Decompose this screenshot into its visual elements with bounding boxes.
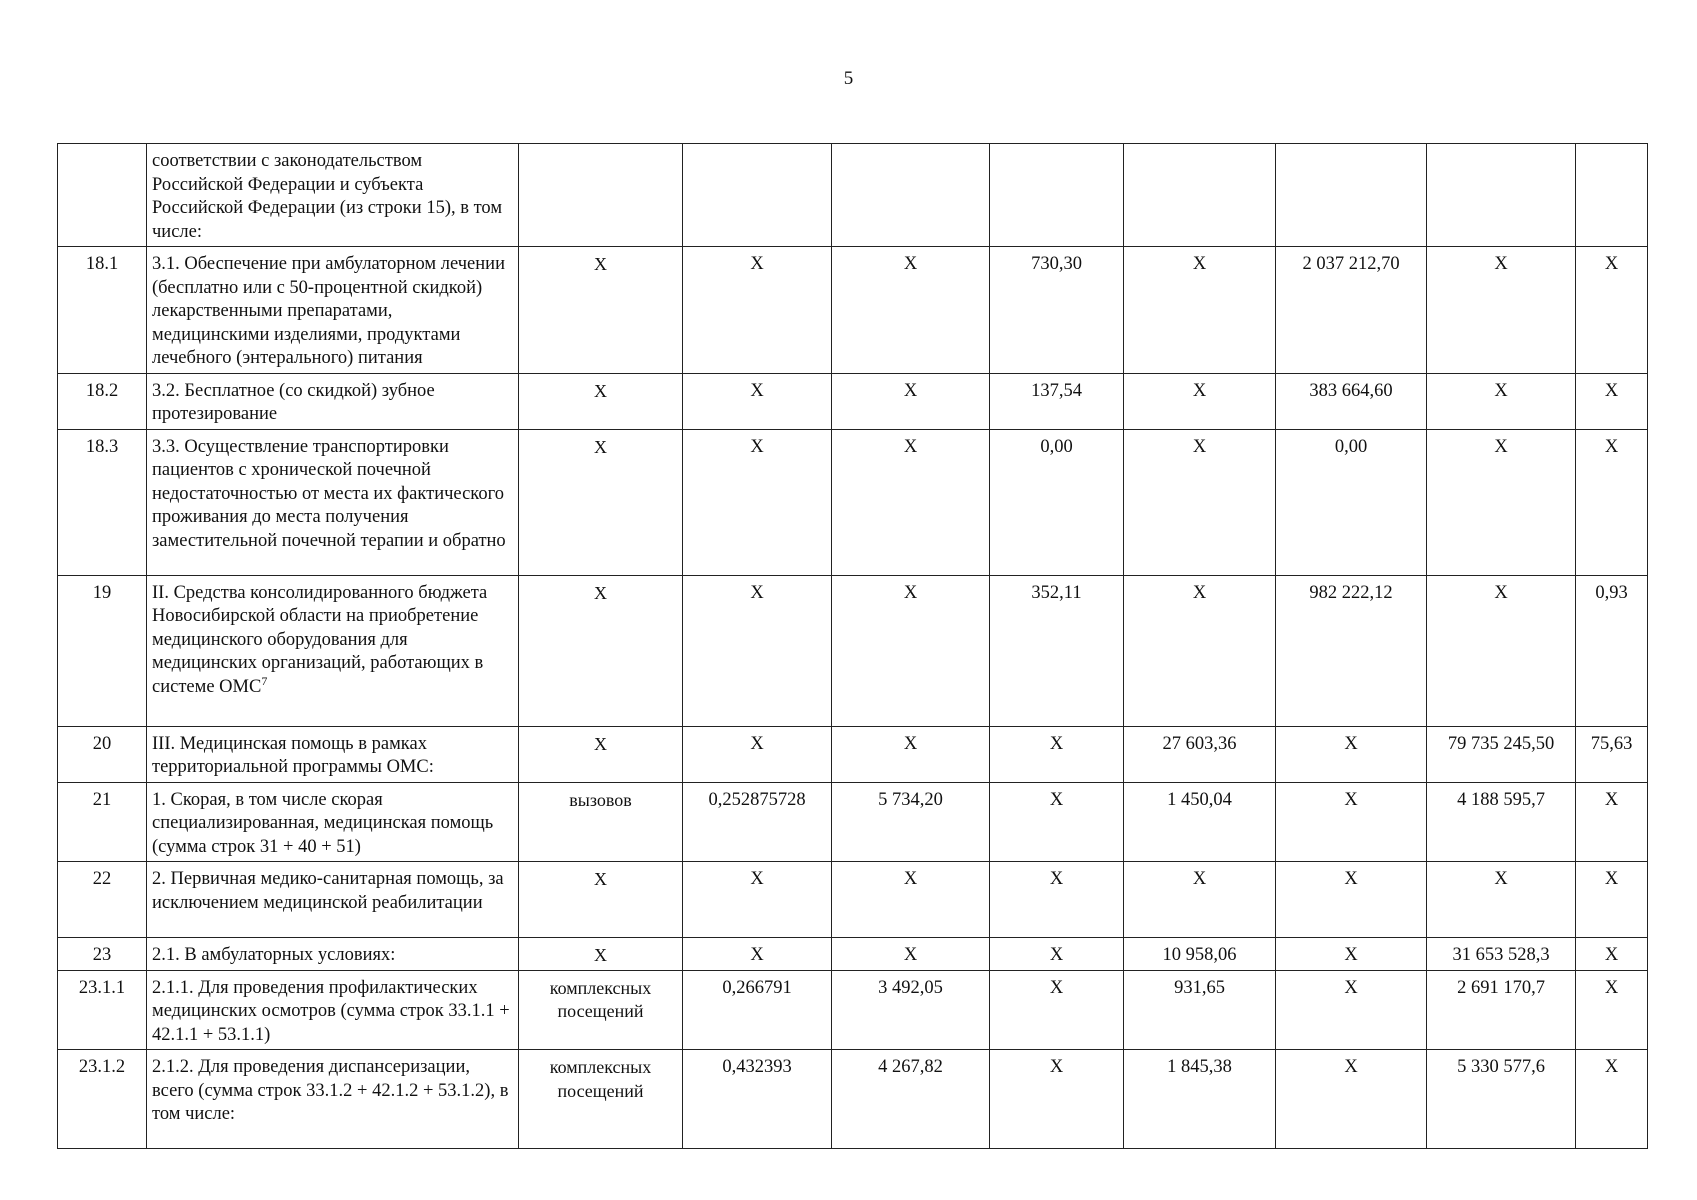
- row-number: 21: [58, 782, 147, 862]
- value-cell: X: [990, 1050, 1124, 1149]
- value-cell: 0,93: [1576, 575, 1648, 726]
- value-cell: X: [990, 862, 1124, 938]
- row-name: III. Медицинская помощь в рамках территориальной программы ОМС:: [147, 726, 519, 782]
- value-cell: X: [832, 726, 990, 782]
- value-cell: X: [1276, 970, 1427, 1050]
- value-cell: X: [1427, 575, 1576, 726]
- value-cell: 5 734,20: [832, 782, 990, 862]
- value-cell: X: [1576, 782, 1648, 862]
- value-cell: X: [1124, 575, 1276, 726]
- value-cell: 352,11: [990, 575, 1124, 726]
- value-cell: [990, 144, 1124, 247]
- row-number: 23.1.2: [58, 1050, 147, 1149]
- value-cell: [1276, 144, 1427, 247]
- value-cell: X: [1427, 862, 1576, 938]
- value-cell: X: [683, 247, 832, 374]
- value-cell: X: [990, 782, 1124, 862]
- table-row: [58, 862, 1648, 938]
- value-cell: X: [990, 938, 1124, 971]
- table-row: [58, 726, 1648, 782]
- value-cell: 2 037 212,70: [1276, 247, 1427, 374]
- unit-cell: X: [519, 373, 683, 429]
- row-name: 2.1.2. Для проведения диспансеризации, всего (сумма строк 33.1.2 + 42.1.2 + 53.1.2), в том числе:: [147, 1050, 519, 1149]
- value-cell: X: [683, 726, 832, 782]
- row-name: 2. Первичная медико-санитарная помощь, за исключением медицинской реабилитации: [147, 862, 519, 938]
- value-cell: X: [1576, 1050, 1648, 1149]
- value-cell: [832, 144, 990, 247]
- unit-cell: [519, 144, 683, 247]
- value-cell: 31 653 528,3: [1427, 938, 1576, 971]
- value-cell: 0,00: [1276, 429, 1427, 575]
- value-cell: X: [832, 373, 990, 429]
- table-row: [58, 1050, 1648, 1149]
- value-cell: [1576, 144, 1648, 247]
- value-cell: X: [1124, 247, 1276, 374]
- table-row: [58, 970, 1648, 1050]
- value-cell: [1427, 144, 1576, 247]
- value-cell: X: [1124, 429, 1276, 575]
- row-name: II. Средства консолидированного бюджета Новосибирской области на приобретение медицинского оборудования для медицинских организаций, работающих в системе ОМС$^7$: [147, 575, 519, 726]
- row-name: 1. Скорая, в том числе скорая специализированная, медицинская помощь (сумма строк 31 + 40 + 51): [147, 782, 519, 862]
- value-cell: X: [683, 938, 832, 971]
- value-cell: X: [1427, 373, 1576, 429]
- value-cell: X: [683, 862, 832, 938]
- table-row: [58, 373, 1648, 429]
- unit-cell: комплексных посещений: [519, 970, 683, 1050]
- value-cell: 931,65: [1124, 970, 1276, 1050]
- row-name: 3.1. Обеспечение при амбулаторном лечении (бесплатно или с 50-процентной скидкой) лекарственными препаратами, медицинскими изделиями, продуктами лечебного (энтерального) питания: [147, 247, 519, 374]
- row-name: соответствии с законодательством Российской Федерации и субъекта Российской Федерации (из строки 15), в том числе:: [147, 144, 519, 247]
- row-number: [58, 144, 147, 247]
- value-cell: X: [1276, 1050, 1427, 1149]
- value-cell: 2 691 170,7: [1427, 970, 1576, 1050]
- row-number: 23.1.1: [58, 970, 147, 1050]
- page-number: 5: [843, 68, 854, 89]
- row-number: 18.2: [58, 373, 147, 429]
- unit-cell: комплексных посещений: [519, 1050, 683, 1149]
- row-name: 3.3. Осуществление транспортировки пациентов с хронической почечной недостаточностью от места их фактического проживания до места получения заместительной почечной терапии и обратно: [147, 429, 519, 575]
- value-cell: X: [683, 575, 832, 726]
- unit-cell: X: [519, 938, 683, 971]
- table-row: [58, 575, 1648, 726]
- unit-cell: вызовов: [519, 782, 683, 862]
- value-cell: X: [990, 726, 1124, 782]
- row-number: 20: [58, 726, 147, 782]
- table-row: [58, 782, 1648, 862]
- table-row: [58, 144, 1648, 247]
- value-cell: 3 492,05: [832, 970, 990, 1050]
- value-cell: X: [1576, 970, 1648, 1050]
- value-cell: X: [990, 970, 1124, 1050]
- value-cell: 5 330 577,6: [1427, 1050, 1576, 1149]
- value-cell: X: [1576, 938, 1648, 971]
- value-cell: X: [1576, 247, 1648, 374]
- value-cell: X: [1576, 429, 1648, 575]
- value-cell: X: [1276, 862, 1427, 938]
- value-cell: X: [832, 938, 990, 971]
- row-number: 23: [58, 938, 147, 971]
- value-cell: X: [1276, 938, 1427, 971]
- row-name: 3.2. Бесплатное (со скидкой) зубное протезирование: [147, 373, 519, 429]
- value-cell: X: [1276, 726, 1427, 782]
- value-cell: 0,266791: [683, 970, 832, 1050]
- value-cell: 27 603,36: [1124, 726, 1276, 782]
- value-cell: 10 958,06: [1124, 938, 1276, 971]
- table-row: [58, 429, 1648, 575]
- unit-cell: X: [519, 575, 683, 726]
- value-cell: [1124, 144, 1276, 247]
- table-body: [58, 144, 1648, 1149]
- unit-cell: X: [519, 429, 683, 575]
- unit-cell: X: [519, 862, 683, 938]
- value-cell: 0,00: [990, 429, 1124, 575]
- value-cell: X: [832, 575, 990, 726]
- value-cell: X: [1427, 429, 1576, 575]
- row-number: 18.1: [58, 247, 147, 374]
- value-cell: 4 188 595,7: [1427, 782, 1576, 862]
- row-number: 19: [58, 575, 147, 726]
- value-cell: 137,54: [990, 373, 1124, 429]
- value-cell: 0,432393: [683, 1050, 832, 1149]
- value-cell: 730,30: [990, 247, 1124, 374]
- value-cell: 982 222,12: [1276, 575, 1427, 726]
- value-cell: X: [683, 429, 832, 575]
- budget-table: [57, 143, 1648, 1149]
- value-cell: X: [683, 373, 832, 429]
- row-number: 18.3: [58, 429, 147, 575]
- value-cell: X: [1124, 862, 1276, 938]
- value-cell: 79 735 245,50: [1427, 726, 1576, 782]
- value-cell: X: [832, 429, 990, 575]
- unit-cell: X: [519, 726, 683, 782]
- value-cell: 4 267,82: [832, 1050, 990, 1149]
- row-number: 22: [58, 862, 147, 938]
- row-name: 2.1.1. Для проведения профилактических медицинских осмотров (сумма строк 33.1.1 + 42.1.1 + 53.1.1): [147, 970, 519, 1050]
- value-cell: X: [1276, 782, 1427, 862]
- table-row: [58, 247, 1648, 374]
- table-row: [58, 938, 1648, 971]
- value-cell: 1 450,04: [1124, 782, 1276, 862]
- value-cell: 383 664,60: [1276, 373, 1427, 429]
- value-cell: 0,252875728: [683, 782, 832, 862]
- value-cell: [683, 144, 832, 247]
- value-cell: X: [832, 247, 990, 374]
- value-cell: 75,63: [1576, 726, 1648, 782]
- value-cell: X: [1576, 862, 1648, 938]
- value-cell: 1 845,38: [1124, 1050, 1276, 1149]
- value-cell: X: [1576, 373, 1648, 429]
- value-cell: X: [1427, 247, 1576, 374]
- value-cell: X: [832, 862, 990, 938]
- unit-cell: X: [519, 247, 683, 374]
- value-cell: X: [1124, 373, 1276, 429]
- row-name: 2.1. В амбулаторных условиях:: [147, 938, 519, 971]
